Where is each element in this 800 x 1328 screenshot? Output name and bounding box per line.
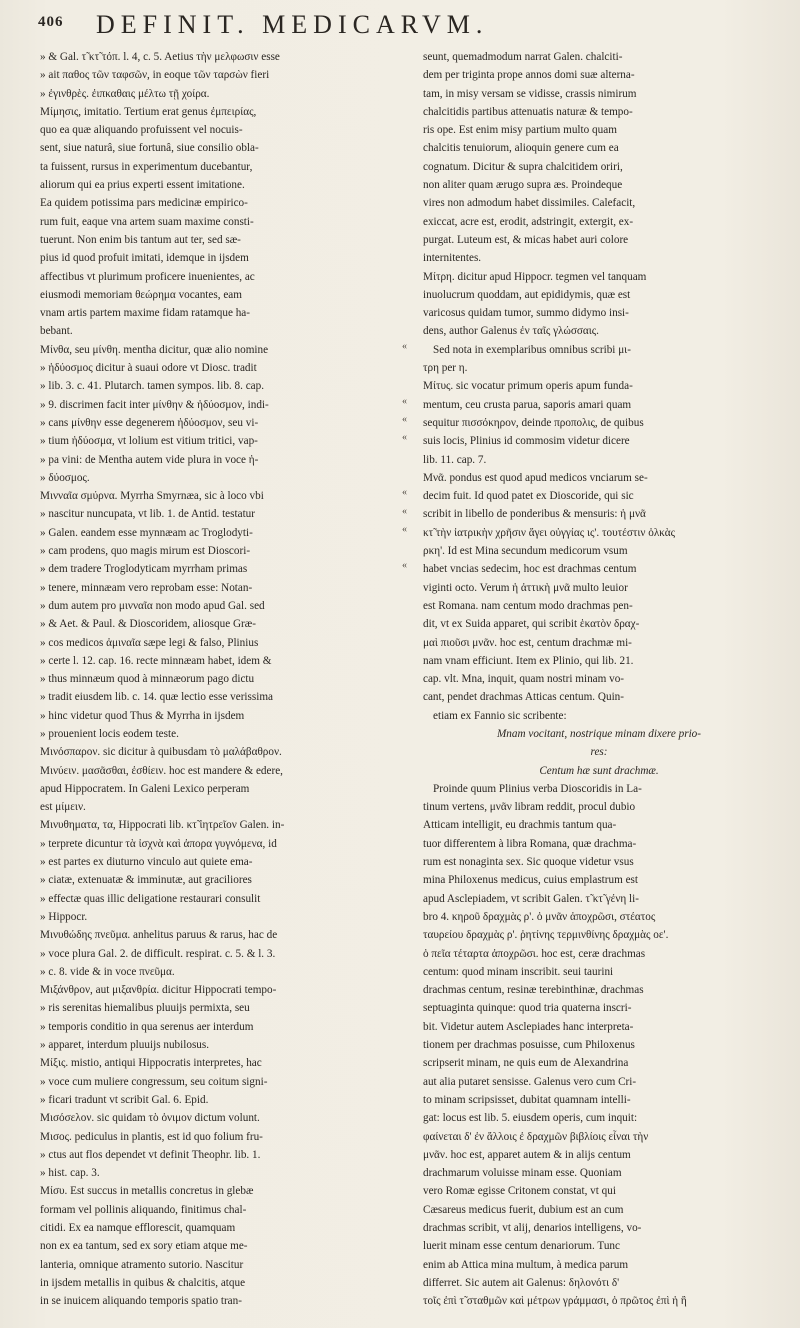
left-column-line: Μινυθώδης πνεῦμα. anhelitus paruus & rarus, hac de: [40, 929, 278, 942]
left-column-line: » voce cum muliere congressum, seu coitum signi-: [40, 1075, 268, 1088]
left-column-line: » Hippocr.: [40, 910, 88, 923]
left-column-line: » cos medicos ἀμιναῖα sæpe legi & falso, Plinius: [40, 636, 259, 649]
left-column-line: Ea quidem potissima pars medicinæ empirico-: [40, 197, 248, 210]
left-column-line: in ijsdem metallis in quibus & chalcitis, atque: [40, 1276, 246, 1289]
right-column-line: cap. vlt. Mna, inquit, quam nostri minam vo-: [423, 673, 625, 686]
left-column-line: est μίμειν.: [40, 801, 86, 814]
left-column-line: » hist. cap. 3.: [40, 1167, 100, 1180]
right-column-line: mina Philoxenus medicus, cuius emplastrum est: [423, 874, 639, 887]
right-column-line: Μίτρη. dicitur apud Hippocr. tegmen vel tanquam: [423, 270, 647, 283]
left-column-line: » ἡδύοσμος dicitur à suaui odore vt Diosc. tradit: [40, 362, 257, 375]
right-column-line: Μνᾶ. pondus est quod apud medicos vnciarum se-: [423, 471, 648, 484]
right-column-line: φαίνεται δ' ἐν ἄλλοις ἐ δραχμῶν βιβλίοις εἶναι τὴν: [423, 1130, 649, 1143]
right-column-line: tinum vertens, μνᾶν libram reddit, procul dubio: [423, 801, 636, 814]
right-column-line: lib. 11. cap. 7.: [423, 453, 487, 466]
left-column-line: » voce plura Gal. 2. de difficult. respirat. c. 5. & l. 3.: [40, 947, 276, 960]
left-column-line: quo ea quæ aliquando profuissent vel nocuis-: [40, 124, 243, 137]
right-column-line: dem per triginta prope annos domi suæ alterna-: [423, 69, 635, 82]
left-column-line: » temporis conditio in qua serenus aer interdum: [40, 1020, 254, 1033]
right-column-line: dit, vt ex Suida apparet, qui scribit ἑκατὸν δραχ-: [423, 618, 640, 631]
left-column-line: affectibus vt plurimum proficere inuenientes, ac: [40, 270, 255, 283]
gutter-mark: «: [402, 432, 407, 444]
right-column-line: purgat. Luteum est, & micas habet auri colore: [423, 233, 629, 246]
left-column-line: » tradit eiusdem lib. c. 14. quæ lectio esse verissima: [40, 691, 274, 704]
left-column-line: » ris serenitas hiemalibus pluuijs permixta, seu: [40, 1002, 250, 1015]
left-column-line: » δύοσμος.: [40, 471, 90, 484]
right-column-line: τρη per η.: [423, 362, 468, 375]
right-column-line: bit. Videtur autem Asclepiades hanc interpreta-: [423, 1020, 634, 1033]
left-column-line: Μίνθα, seu μίνθη. mentha dicitur, quæ alio nomine: [40, 343, 269, 356]
left-column-line: non ex ea tantum, sed ex sory etiam atque me-: [40, 1240, 248, 1253]
left-column-line: » dem tradere Troglodyticam myrrham primas: [40, 563, 248, 576]
left-column-line: lanteria, omnique atramento sutorio. Nascitur: [40, 1258, 244, 1271]
right-column-line: differret. Sic autem ait Galenus: δηλονότι δ': [423, 1276, 620, 1289]
right-column-line: vero Romæ egisse Critonem constat, vt qui: [423, 1185, 616, 1198]
right-column-line: varicosus quidam tumor, summo didymo insi-: [423, 307, 629, 320]
left-column-line: » apparet, interdum pluuijs nubilosus.: [40, 1039, 210, 1052]
right-column-line: chalcitis tenuiorum, alioquin genere cum ea: [423, 142, 619, 155]
right-column-line: seunt, quemadmodum narrat Galen. chalciti-: [423, 51, 623, 63]
right-column-line: centum: quod minam inscribit. seui taurini: [423, 965, 614, 978]
right-column-line: luerit minam esse centum denariorum. Tunc: [423, 1240, 620, 1253]
right-column-line: Sed nota in exemplaribus omnibus scribi μι-: [433, 343, 631, 356]
left-column-line: » nascitur nuncupata, vt lib. 1. de Antid. testatur: [40, 508, 256, 521]
right-column-line: est Romana. nam centum modo drachmas pen-: [423, 599, 633, 612]
gutter-mark: «: [402, 340, 407, 352]
right-column-line: cant, pendet drachmas Atticas centum. Quin-: [423, 691, 624, 704]
right-column-line: to minam scripsisset, dubitat quamnam intelli-: [423, 1093, 631, 1106]
right-column-line: Mnam vocitant, nostrique minam dixere prio-: [496, 727, 702, 740]
right-column-line: bro 4. κηροῦ δραχμὰς ρ'. ὁ μνᾶν ἀποχρῶσι, στέατος: [423, 910, 656, 923]
left-column-line: Μίσυ. Est succus in metallis concretus in glebæ: [40, 1185, 254, 1198]
left-column-line: » terprete dicuntur τὰ ἰσχνὰ καὶ ἀπορα γυγνόμενα, id: [40, 837, 277, 850]
left-column-line: apud Hippocratem. In Galeni Lexico perperam: [40, 782, 250, 795]
gutter-mark: «: [402, 487, 407, 499]
left-column-line: » & Aet. & Paul. & Dioscoridem, aliosque Græ-: [40, 618, 256, 631]
right-column-line: res:: [590, 746, 608, 759]
right-column-line: μαὶ πιοῦσι μνᾶν. hoc est, centum drachmæ mi-: [423, 636, 632, 649]
right-column-line: Cæsareus medicus fuerit, dubium est an cum: [423, 1203, 624, 1216]
left-column-line: » cans μίνθην esse degenerem ἡδύοσμον, seu vi-: [40, 416, 259, 429]
gutter-mark: «: [402, 395, 407, 407]
page-header: [38, 10, 778, 44]
left-column-line: Μισόσελον. sic quidam τὸ ὀνιμον dictum volunt.: [40, 1112, 260, 1125]
right-column-line: viginti octo. Verum ἡ ἀττικὴ μνᾶ multo leuior: [423, 581, 628, 594]
left-column-line: » c. 8. vide & in voce πνεῦμα.: [40, 965, 175, 978]
left-column-line: » dum autem pro μινναῖα non modo apud Gal. sed: [40, 599, 265, 612]
left-column-line: » thus minnæum quod à minnæorum pago dictu: [40, 673, 255, 686]
right-column-line: septuaginta quinque: quod tria quaterna inscri-: [423, 1002, 632, 1015]
left-column-line: rum fuit, eaque vna artem suam maxime consti-: [40, 215, 254, 228]
left-column-line: vnam artis partem maxime fidam ratamque ha-: [40, 307, 250, 320]
right-column-line: cognatum. Dicitur & supra chalcitidem oriri,: [423, 160, 623, 173]
left-column-line: eiusmodi memoriam θεώρημα vocantes, eam: [40, 288, 242, 301]
right-column-line: apud Asclepiadem, vt scribit Galen. τ̃ κτ̃ γένη li-: [423, 892, 639, 905]
gutter-mark: «: [402, 414, 407, 425]
right-column-line: enim ab Attica mina multum, à medica parum: [423, 1258, 629, 1271]
right-column-line: drachmas scribit, vt alij, denarios intelligens, vo-: [423, 1222, 642, 1234]
left-column-line: » pa vini: de Mentha autem vide plura in voce ἡ-: [40, 453, 259, 466]
right-column-line: suis locis, Plinius id commosim videtur dicere: [423, 435, 630, 448]
left-column-line: » prouenient locis eodem teste.: [40, 727, 179, 740]
left-column-line: Μινύειν. μασᾶσθαι, ἐσθίειν. hoc est mandere & edere,: [40, 764, 283, 777]
left-column-line: » lib. 3. c. 41. Plutarch. tamen sympos. lib. 8. cap.: [40, 380, 265, 393]
left-column-line: Μισος. pediculus in plantis, est id quo folium fru-: [40, 1130, 263, 1143]
right-column-line: exiccat, acre est, erodit, adstringit, extergit, ex-: [423, 215, 634, 228]
running-head: DEFINIT. MEDICARVM.: [96, 10, 489, 39]
left-column-line: » ἐγινθρὲς. ἐιπκαθαις μέλτω τῇ χοίρα.: [40, 87, 210, 100]
right-column: [423, 48, 775, 1310]
left-column-line: Μινόσπαρον. sic dicitur à quibusdam τὸ μαλάβαθρον.: [40, 746, 282, 759]
right-column-line: decim fuit. Id quod patet ex Dioscoride, qui sic: [423, 490, 634, 503]
right-column-line: Μίτυς. sic vocatur primum operis apum funda-: [423, 380, 633, 393]
right-column-line: etiam ex Fannio sic scribente:: [433, 709, 567, 722]
left-column-line: in se inuicem aliquando temporis spatio tran-: [40, 1295, 242, 1308]
left-column: [40, 48, 392, 1310]
right-column-line: tionem per drachmas posuisse, cum Philoxenus: [423, 1039, 635, 1052]
right-column-line: Atticam intelligit, eu drachmis tantum qua-: [423, 819, 617, 832]
right-column-line: aut alia putaret sensisse. Galenus vero cum Cri-: [423, 1075, 637, 1088]
left-column-line: tuerunt. Non enim bis tantum aut ter, sed sæ-: [40, 233, 241, 246]
right-column-line: μνᾶν. hoc est, apparet autem & in alijs centum: [423, 1148, 631, 1161]
left-column-line: Μιξάνθρον, aut μιξανθρία. dicitur Hippocrati tempo-: [40, 984, 277, 997]
right-column-line: sequitur πισσόκηρον, deinde προπολις, de quibus: [423, 416, 644, 429]
right-column-line: Proinde quum Plinius verba Dioscoridis in La-: [433, 782, 642, 795]
right-column-line: habet vncias sedecim, hoc est drachmas centum: [423, 563, 637, 576]
left-column-line: ta fuissent, rursus in experimentum ducebantur,: [40, 160, 253, 173]
right-column-line: inuolucrum quoddam, aut epididymis, quæ est: [423, 288, 631, 301]
left-column-line: Μινυθηματα, τα, Hippocrati lib. κτ̃ ἰητρεῖον Galen. in-: [40, 819, 285, 832]
left-column-line: » cam prodens, quo magis mirum est Dioscori-: [40, 545, 251, 558]
right-column-line: vires non admodum habet dissimiles. Calefacit,: [423, 197, 636, 210]
gutter-mark: «: [402, 505, 407, 517]
left-column-line: pius id quod profuit imitati, idemque in ijsdem: [40, 252, 249, 265]
left-column-line: aliorum qui ea prius experti essent imitatione.: [40, 179, 245, 192]
right-column-line: tuor differentem à libra Romana, quæ drachma-: [423, 837, 637, 850]
left-column-line: Μίμησις, imitatio. Tertium erat genus ἐμπειρίας,: [40, 105, 257, 118]
left-column-line: » Galen. eandem esse mynnæam ac Troglodyti-: [40, 526, 253, 539]
right-column-line: ὁ πεῖα τέταρτα ἀποχρῶσι. hoc est, ceræ drachmas: [423, 947, 646, 960]
left-column-line: citidi. Ex ea namque efflorescit, quamquam: [40, 1222, 236, 1234]
left-column-line: » effectæ quas illic deligatione restaurari consulit: [40, 892, 261, 905]
left-column-line: » est partes ex diuturno vinculo aut quiete ema-: [40, 856, 253, 869]
left-column-line: Μινναῖα σμύρνα. Myrrha Smyrnæa, sic à loco vbi: [40, 490, 264, 503]
right-column-line: chalcitidis partibus attenuatis naturæ & tempo-: [423, 105, 633, 118]
right-column-line: ris ope. Est enim misy partium multo quam: [423, 124, 617, 137]
gutter-quotation-marks: [402, 48, 418, 1248]
right-column-line: internitentes.: [423, 252, 482, 265]
left-column-line: » ctus aut flos dependet vt definit Theophr. lib. 1.: [40, 1148, 261, 1161]
right-column-line: ταυρείου δραχμὰς ρ'. ῥητίνης τερμινθίνης δραχμὰς οε'.: [423, 929, 669, 942]
page-number: 406: [38, 14, 64, 30]
right-column-line: mentum, ceu crusta parua, saporis amari quam: [423, 398, 632, 411]
left-column-line: formam vel pollinis aliquando, finitimus chal-: [40, 1203, 247, 1216]
left-column-line: Μίξις. mistio, antiqui Hippocratis interpretes, hac: [40, 1057, 262, 1070]
right-column-line: tam, in misy versam se vidisse, crassis nimirum: [423, 87, 637, 100]
right-column-line: nam vnam efficiunt. Item ex Plinio, qui lib. 21.: [423, 654, 634, 667]
right-column-line: ρκη'. Id est Mina secundum medicorum vsum: [423, 545, 628, 558]
left-column-line: sent, siue naturâ, siue fortunâ, siue consilio obla-: [40, 142, 259, 155]
right-column-line: dens, author Galenus ἐν ταῖς γλώσσαις.: [423, 325, 599, 338]
left-column-line: » ciatæ, extenuatæ & imminutæ, aut graciliores: [40, 874, 252, 887]
right-column-line: rum est nonaginta sex. Sic quoque videtur vsus: [423, 856, 634, 869]
left-column-line: » certe l. 12. cap. 16. recte minnæam habet, idem &: [40, 654, 272, 667]
right-column-line: Centum hæ sunt drachmæ.: [539, 764, 659, 777]
left-column-line: bebant.: [40, 325, 73, 338]
left-column-line: » & Gal. τ̃ κτ̃ τόπ. l. 4, c. 5. Aetius τὴν μελφωσιν esse: [40, 51, 280, 63]
left-column-line: » ficari tradunt vt scribit Gal. 6. Epid.: [40, 1093, 209, 1106]
left-column-line: » ait παθος τῶν ταφσῶν, in eoque τῶν ταρσὼν fieri: [40, 69, 270, 82]
gutter-mark: «: [402, 523, 407, 535]
left-column-line: » hinc videtur quod Thus & Myrrha in ijsdem: [40, 709, 245, 722]
right-column-line: scripserit minam, ne quis eum de Alexandrina: [423, 1057, 629, 1070]
gutter-mark: «: [402, 560, 407, 572]
right-column-line: gat: locus est lib. 5. eiusdem operis, cum inquit:: [423, 1112, 638, 1125]
left-column-line: » tium ἡδύοσμα, vt lolium est vitium tritici, vap-: [40, 435, 258, 448]
right-column-line: non aliter quam ærugo supra æs. Proindeque: [423, 179, 623, 192]
right-column-line: scribit in libello de ponderibus & mensuris: ἡ μνᾶ: [423, 508, 646, 521]
right-column-line: τοῖς ἐπὶ τ̃ σταθμῶν καὶ μέτρων γράμμασι, ὁ πρῶτος ἐπὶ ἡ ἢ: [423, 1295, 687, 1308]
left-column-line: » tenere, minnæam vero reprobam esse: Notan-: [40, 581, 253, 594]
right-column-line: drachmarum voluisse minam esse. Quoniam: [423, 1167, 622, 1180]
right-column-line: drachmas centum, resinæ terebinthinæ, drachmas: [423, 984, 644, 997]
left-column-line: » 9. discrimen facit inter μίνθην & ἡδύοσμον, indi-: [40, 398, 269, 411]
right-column-line: κτ̃ τὴν ἰατρικὴν χρῆσιν ἄγει οὐγγίας ις'. τουτέστιν ὁλκὰς: [423, 526, 676, 539]
